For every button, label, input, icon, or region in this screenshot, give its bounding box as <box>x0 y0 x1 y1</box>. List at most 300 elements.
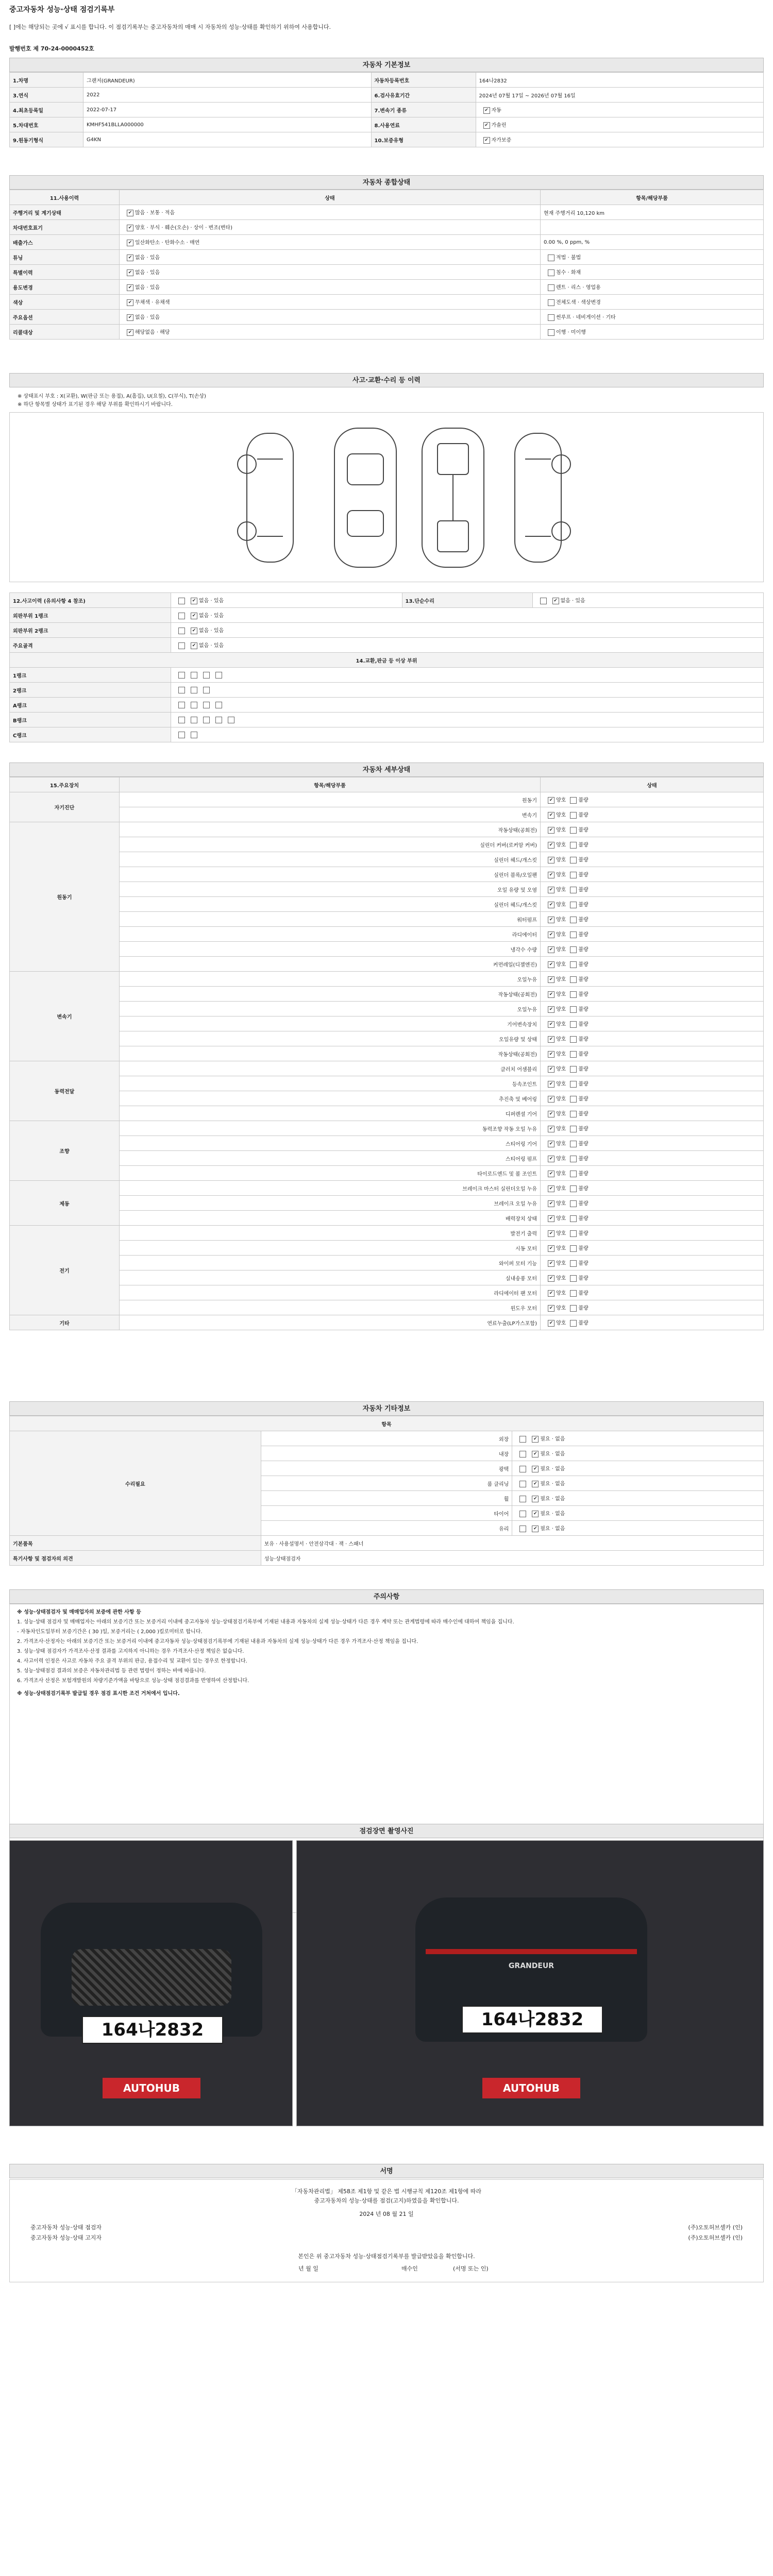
basic-label: 8.사용연료 <box>371 117 476 132</box>
checkbox[interactable] <box>548 887 554 893</box>
checkbox[interactable] <box>532 1526 539 1532</box>
checkbox[interactable] <box>191 732 197 738</box>
section-sign: 서명 <box>9 2164 764 2178</box>
detail-status <box>541 807 764 822</box>
detail-item: 타이로드엔드 및 볼 조인트 <box>120 1166 541 1181</box>
checkbox[interactable] <box>570 931 577 938</box>
status-bad-label: 불량 <box>578 1096 589 1103</box>
checkbox[interactable] <box>203 717 210 723</box>
checkbox[interactable] <box>178 642 185 649</box>
checkbox[interactable] <box>519 1496 526 1502</box>
status-bad-label: 불량 <box>578 798 589 804</box>
sign-law2: 중고자동차의 성능·상태를 점검(고지)하였음을 확인합니다. <box>314 2197 459 2204</box>
checkbox[interactable] <box>127 329 133 336</box>
accident-repair-label: 13.단순수리 <box>402 593 532 608</box>
checkbox[interactable] <box>548 329 554 336</box>
checkbox[interactable] <box>570 1081 577 1088</box>
status-bad-label: 불량 <box>578 887 589 893</box>
detail-status <box>541 1136 764 1151</box>
checkbox[interactable] <box>548 917 554 923</box>
checkbox[interactable] <box>570 827 577 834</box>
overall-options: 없음 · 있음 <box>135 255 160 261</box>
checkbox[interactable] <box>483 122 490 129</box>
checkbox[interactable] <box>127 284 133 291</box>
overall-label: 튜닝 <box>10 250 120 265</box>
car-bottom-icon <box>422 428 484 567</box>
checkbox[interactable] <box>548 842 554 849</box>
detail-status <box>541 942 764 957</box>
checkbox[interactable] <box>570 902 577 908</box>
other-item: 광택 <box>261 1461 512 1476</box>
other-status <box>512 1446 764 1461</box>
status-bad-label: 불량 <box>578 947 589 953</box>
opinion-value: 성능·상태점검자 <box>261 1551 763 1566</box>
overall-label: 리콜대상 <box>10 325 120 340</box>
detail-status <box>541 987 764 1002</box>
checkbox[interactable] <box>548 269 554 276</box>
document-title: 중고자동차 성능·상태 점검기록부 <box>9 6 115 14</box>
legend-line: ※ 하단 항목별 상태가 표기된 경우 해당 부위를 확인하시기 바랍니다. <box>18 402 173 408</box>
detail-item: 스티어링 펌프 <box>120 1151 541 1166</box>
detail-status <box>541 1031 764 1046</box>
checkbox[interactable] <box>552 598 559 604</box>
inspector-value: (주)오토허브셀카 (인) <box>688 2224 743 2231</box>
status-bad-label: 불량 <box>578 902 589 908</box>
detail-status <box>541 1315 764 1330</box>
status-bad-label: 불량 <box>578 1246 589 1252</box>
basic-items-label: 기본품목 <box>10 1536 261 1551</box>
buyer-line: 본인은 위 중고자동차 성능·상태점검기록부를 발급받았음을 확인합니다. <box>298 2253 475 2260</box>
checkbox[interactable] <box>548 931 554 938</box>
grille-shape <box>72 1949 231 2006</box>
rank-label: 2랭크 <box>10 683 171 698</box>
basic-label: 3.연식 <box>10 88 83 103</box>
checkbox[interactable] <box>570 1036 577 1043</box>
checkbox[interactable] <box>127 225 133 231</box>
status-bad-label: 불량 <box>578 812 589 819</box>
rank-label: C랭크 <box>10 727 171 742</box>
checkbox[interactable] <box>570 1185 577 1192</box>
detail-status <box>541 1076 764 1091</box>
other-item: 룸 클리닝 <box>261 1476 512 1491</box>
detail-group-label: 제동 <box>10 1181 120 1226</box>
overall-label: 색상 <box>10 295 120 310</box>
detail-item: 윈도우 모터 <box>120 1300 541 1315</box>
checkbox[interactable] <box>127 240 133 246</box>
cert-label: 발행번호 <box>9 45 31 52</box>
other-status <box>512 1491 764 1506</box>
checkbox[interactable] <box>548 1171 554 1177</box>
checkbox[interactable] <box>178 598 185 604</box>
checkbox[interactable] <box>570 1245 577 1252</box>
checkbox[interactable] <box>191 687 197 693</box>
sign-date: 2024 년 08 월 21 일 <box>359 2211 414 2217</box>
section-accident: 사고·교환·수리 등 이력 <box>9 373 764 387</box>
checkbox[interactable] <box>570 1260 577 1267</box>
detail-item: 배력장치 상태 <box>120 1211 541 1226</box>
status-ok-label: 양호 <box>556 977 566 983</box>
overall-note <box>541 220 764 235</box>
status-bad-label: 불량 <box>578 1066 589 1073</box>
status-ok-label: 양호 <box>556 827 566 834</box>
rank-label: B랭크 <box>10 713 171 727</box>
checkbox[interactable] <box>548 255 554 261</box>
detail-item: 변속기 <box>120 807 541 822</box>
checkbox[interactable] <box>570 872 577 878</box>
overall-options: 무채색 · 유채색 <box>135 300 170 306</box>
checkbox[interactable] <box>548 1096 554 1103</box>
checkbox[interactable] <box>570 1215 577 1222</box>
checkbox[interactable] <box>570 1111 577 1117</box>
checkbox[interactable] <box>570 1275 577 1282</box>
detail-status <box>541 897 764 912</box>
checkbox[interactable] <box>548 299 554 306</box>
checkbox[interactable] <box>548 902 554 908</box>
basic-label: 5.차대번호 <box>10 117 83 132</box>
overall-label: 배출가스 <box>10 235 120 250</box>
detail-item: 클러치 어셈블리 <box>120 1061 541 1076</box>
detail-item: 디퍼렌셜 기어 <box>120 1106 541 1121</box>
basic-value: ✔ 가솔린 <box>476 117 764 132</box>
checkbox[interactable] <box>548 857 554 863</box>
checkbox[interactable] <box>532 1511 539 1517</box>
overall-head: 11.사용이력 <box>10 190 120 205</box>
checkbox[interactable] <box>191 702 197 708</box>
overall-note: 이행 · 미이행 <box>556 330 586 336</box>
accident-rank-options: 없음 · 있음 <box>199 628 224 634</box>
document-notice: [ ]에는 해당되는 곳에 √ 표시를 합니다. 이 점검기록부는 중고자동차의 매매 시 자동차의 성능·상태를 확인하기 위하여 사용합니다. <box>9 24 331 30</box>
overall-note: 렌트 · 리스 · 영업용 <box>556 285 601 291</box>
basic-value: 그랜저(GRANDEUR) <box>83 73 372 88</box>
caution-paragraph: 4. 사고이력 인정은 사고로 자동차 주요 골격 부위의 판금, 용접수리 및 교환이 있는 경우로 한정합니다. <box>17 1658 247 1664</box>
basic-label: 6.검사유효기간 <box>371 88 476 103</box>
checkbox[interactable] <box>548 1320 554 1327</box>
detail-item: 추진축 및 베어링 <box>120 1091 541 1106</box>
car-diagram <box>9 412 764 582</box>
basic-value: 2022-07-17 <box>83 103 372 117</box>
checkbox[interactable] <box>570 857 577 863</box>
checkbox[interactable] <box>191 613 197 619</box>
checkbox[interactable] <box>548 1111 554 1117</box>
status-bad-label: 불량 <box>578 1141 589 1147</box>
detail-item: 기어변속장치 <box>120 1016 541 1031</box>
checkbox[interactable] <box>548 1051 554 1058</box>
checkbox[interactable] <box>532 1496 539 1502</box>
checkbox[interactable] <box>548 991 554 998</box>
detail-status <box>541 1016 764 1031</box>
opinion-label: 특기사항 및 점검자의 의견 <box>10 1551 261 1566</box>
checkbox[interactable] <box>191 628 197 634</box>
detail-status <box>541 882 764 897</box>
checkbox[interactable] <box>548 1185 554 1192</box>
checkbox[interactable] <box>178 628 185 634</box>
checkbox[interactable] <box>532 1466 539 1472</box>
checkbox[interactable] <box>570 1305 577 1312</box>
other-status <box>512 1431 764 1446</box>
detail-status <box>541 1151 764 1166</box>
detail-item: 작동상태(공회전) <box>120 822 541 837</box>
status-ok-label: 양호 <box>556 902 566 908</box>
checkbox[interactable] <box>548 1215 554 1222</box>
detail-item: 라디에이터 <box>120 927 541 942</box>
checkbox[interactable] <box>548 1275 554 1282</box>
checkbox[interactable] <box>548 1156 554 1162</box>
status-bad-label: 불량 <box>578 1291 589 1297</box>
status-ok-label: 양호 <box>556 872 566 878</box>
checkbox[interactable] <box>178 613 185 619</box>
checkbox[interactable] <box>548 284 554 291</box>
detail-status <box>541 1226 764 1241</box>
accident-part-label: 14.교환,판금 등 이상 부위 <box>10 653 764 668</box>
checkbox[interactable] <box>570 1200 577 1207</box>
section-overall: 자동차 종합상태 <box>9 175 764 190</box>
checkbox[interactable] <box>519 1466 526 1472</box>
accident-history-options: 없음 · 있음 <box>199 598 224 604</box>
other-status-label: 필요 · 없음 <box>540 1511 565 1517</box>
checkbox[interactable] <box>519 1436 526 1443</box>
overall-label: 특별이력 <box>10 265 120 280</box>
status-bad-label: 불량 <box>578 932 589 938</box>
brand-front-sign: AUTOHUB <box>103 2078 200 2098</box>
overall-head: 항목/해당부품 <box>541 190 764 205</box>
detail-item: 시동 모터 <box>120 1241 541 1256</box>
checkbox[interactable] <box>570 917 577 923</box>
checkbox[interactable] <box>191 598 197 604</box>
detail-item: 냉각수 수량 <box>120 942 541 957</box>
checkbox[interactable] <box>548 1200 554 1207</box>
checkbox[interactable] <box>548 1066 554 1073</box>
checkbox[interactable] <box>127 210 133 216</box>
other-item: 외장 <box>261 1431 512 1446</box>
checkbox[interactable] <box>532 1436 539 1443</box>
detail-group-label: 원동기 <box>10 822 120 972</box>
front-plate: 164나2832 <box>82 2016 223 2044</box>
accident-history-label: 12.사고이력 (유의사항 4 참조) <box>10 593 171 608</box>
other-item: 타이어 <box>261 1506 512 1521</box>
buyer-name: 매수인 <box>401 2265 418 2272</box>
checkbox[interactable] <box>570 842 577 849</box>
checkbox[interactable] <box>570 1021 577 1028</box>
accident-rank-label: 외판부위 1랭크 <box>10 608 171 623</box>
checkbox[interactable] <box>540 598 547 604</box>
detail-item: 오일누유 <box>120 1002 541 1016</box>
detail-status <box>541 852 764 867</box>
checkbox[interactable] <box>548 1126 554 1132</box>
checkbox[interactable] <box>548 1006 554 1013</box>
checkbox[interactable] <box>548 1260 554 1267</box>
section-basic: 자동차 기본정보 <box>9 58 764 72</box>
tail-light-bar <box>426 1949 637 1954</box>
checkbox[interactable] <box>203 672 210 679</box>
detail-group-label: 동력전달 <box>10 1061 120 1121</box>
checkbox[interactable] <box>519 1526 526 1532</box>
checkbox[interactable] <box>228 717 234 723</box>
basic-value: 2024년 07월 17일 ~ 2026년 07월 16일 <box>476 88 764 103</box>
overall-options: 없음 · 있음 <box>135 285 160 291</box>
detail-status <box>541 1106 764 1121</box>
status-ok-label: 양호 <box>556 1081 566 1088</box>
basic-value: 164나2832 <box>476 73 764 88</box>
checkbox[interactable] <box>570 991 577 998</box>
status-bad-label: 불량 <box>578 992 589 998</box>
checkbox[interactable] <box>570 1006 577 1013</box>
checkbox[interactable] <box>570 887 577 893</box>
checkbox[interactable] <box>570 1320 577 1327</box>
checkbox[interactable] <box>483 107 490 114</box>
detail-status <box>541 1061 764 1076</box>
detail-status <box>541 1002 764 1016</box>
checkbox[interactable] <box>548 827 554 834</box>
checkbox[interactable] <box>203 702 210 708</box>
detail-item: 오일누유 <box>120 972 541 987</box>
checkbox[interactable] <box>570 1290 577 1297</box>
checkbox[interactable] <box>570 1051 577 1058</box>
checkbox[interactable] <box>548 812 554 819</box>
checkbox[interactable] <box>178 672 185 679</box>
status-ok-label: 양호 <box>556 1007 566 1013</box>
status-bad-label: 불량 <box>578 1201 589 1207</box>
caution-head: ※ 성능·상태점검자 및 매매업자의 보증에 관한 사항 등 <box>17 1609 141 1615</box>
checkbox[interactable] <box>548 1290 554 1297</box>
status-ok-label: 양호 <box>556 1037 566 1043</box>
checkbox[interactable] <box>548 1036 554 1043</box>
checkbox[interactable] <box>570 1096 577 1103</box>
checkbox[interactable] <box>570 812 577 819</box>
section-detail: 자동차 세부상태 <box>9 762 764 777</box>
status-bad-label: 불량 <box>578 842 589 849</box>
checkbox[interactable] <box>191 672 197 679</box>
seller-value: (주)오토허브셀카 (인) <box>688 2234 743 2241</box>
checkbox[interactable] <box>178 717 185 723</box>
status-ok-label: 양호 <box>556 1171 566 1177</box>
checkbox[interactable] <box>215 717 222 723</box>
detail-item: 브레이크 마스터 실린더오일 누유 <box>120 1181 541 1196</box>
status-ok-label: 양호 <box>556 1231 566 1237</box>
status-ok-label: 양호 <box>556 887 566 893</box>
other-status-label: 필요 · 없음 <box>540 1496 565 1502</box>
caution-paragraph: - 자동차인도일부터 보증기간은 ( 30 )일, 보증거리는 ( 2,000 )킬로미터로 합니다. <box>17 1629 203 1635</box>
other-group-label: 수리필요 <box>10 1431 261 1536</box>
detail-status <box>541 867 764 882</box>
checkbox[interactable] <box>570 961 577 968</box>
checkbox[interactable] <box>519 1511 526 1517</box>
detail-status <box>541 1166 764 1181</box>
status-bad-label: 불량 <box>578 1007 589 1013</box>
overall-note: 전체도색 · 색상변경 <box>556 300 601 306</box>
overall-table <box>9 190 764 340</box>
checkbox[interactable] <box>548 1230 554 1237</box>
checkbox[interactable] <box>570 1230 577 1237</box>
other-status <box>512 1476 764 1491</box>
other-status <box>512 1506 764 1521</box>
status-ok-label: 양호 <box>556 1141 566 1147</box>
checkbox[interactable] <box>570 1066 577 1073</box>
checkbox[interactable] <box>548 1305 554 1312</box>
status-ok-label: 양호 <box>556 1306 566 1312</box>
detail-status <box>541 927 764 942</box>
checkbox[interactable] <box>570 1141 577 1147</box>
checkbox[interactable] <box>548 1081 554 1088</box>
status-ok-label: 양호 <box>556 1066 566 1073</box>
checkbox[interactable] <box>548 797 554 804</box>
checkbox[interactable] <box>570 1171 577 1177</box>
status-ok-label: 양호 <box>556 1022 566 1028</box>
status-bad-label: 불량 <box>578 962 589 968</box>
detail-item: 실린더 헤드/개스킷 <box>120 897 541 912</box>
detail-group-label: 조향 <box>10 1121 120 1181</box>
checkbox[interactable] <box>548 1245 554 1252</box>
other-item: 유리 <box>261 1521 512 1536</box>
checkbox[interactable] <box>548 961 554 968</box>
checkbox[interactable] <box>127 299 133 306</box>
detail-group-label: 전기 <box>10 1226 120 1315</box>
checkbox[interactable] <box>548 946 554 953</box>
checkbox[interactable] <box>127 255 133 261</box>
checkbox[interactable] <box>570 1126 577 1132</box>
status-ok-label: 양호 <box>556 1052 566 1058</box>
checkbox[interactable] <box>178 732 185 738</box>
caution-bottom: ※ 성능·상태점검기록부 발급일 경우 점검 표시한 조건 거처에서 입니다. <box>17 1691 180 1697</box>
other-status-label: 필요 · 없음 <box>540 1481 565 1487</box>
overall-note: 침수 · 화재 <box>556 270 581 276</box>
rear-plate: 164나2832 <box>462 2006 603 2033</box>
detail-item: 워터펌프 <box>120 912 541 927</box>
status-bad-label: 불량 <box>578 977 589 983</box>
checkbox[interactable] <box>191 642 197 649</box>
checkbox[interactable] <box>548 314 554 321</box>
checkbox[interactable] <box>570 797 577 804</box>
checkbox[interactable] <box>570 1156 577 1162</box>
other-status <box>512 1461 764 1476</box>
checkbox[interactable] <box>519 1451 526 1458</box>
accident-repair-options: 없음 · 있음 <box>560 598 585 604</box>
checkbox[interactable] <box>532 1451 539 1458</box>
detail-status <box>541 1196 764 1211</box>
checkbox[interactable] <box>570 976 577 983</box>
checkbox[interactable] <box>483 137 490 144</box>
checkbox[interactable] <box>215 672 222 679</box>
checkbox[interactable] <box>548 872 554 878</box>
detail-item: 원동기 <box>120 792 541 807</box>
status-ok-label: 양호 <box>556 1261 566 1267</box>
checkbox[interactable] <box>548 1021 554 1028</box>
detail-item: 연료누출(LP가스포함) <box>120 1315 541 1330</box>
checkbox[interactable] <box>548 1141 554 1147</box>
status-ok-label: 양호 <box>556 1246 566 1252</box>
detail-head: 15.주요장치 <box>10 777 120 792</box>
detail-item: 오일 유량 및 오염 <box>120 882 541 897</box>
status-bad-label: 불량 <box>578 1261 589 1267</box>
checkbox[interactable] <box>203 687 210 693</box>
status-ok-label: 양호 <box>556 1186 566 1192</box>
status-bad-label: 불량 <box>578 1231 589 1237</box>
checkbox[interactable] <box>570 946 577 953</box>
checkbox[interactable] <box>215 702 222 708</box>
checkbox[interactable] <box>191 717 197 723</box>
checkbox[interactable] <box>127 314 133 321</box>
detail-group-label: 변속기 <box>10 972 120 1061</box>
checkbox[interactable] <box>178 702 185 708</box>
status-bad-label: 불량 <box>578 917 589 923</box>
checkbox[interactable] <box>532 1481 539 1487</box>
checkbox[interactable] <box>519 1481 526 1487</box>
checkbox[interactable] <box>127 269 133 276</box>
status-ok-label: 양호 <box>556 917 566 923</box>
rank-label: A랭크 <box>10 698 171 713</box>
checkbox[interactable] <box>548 976 554 983</box>
status-ok-label: 양호 <box>556 1156 566 1162</box>
checkbox[interactable] <box>178 687 185 693</box>
